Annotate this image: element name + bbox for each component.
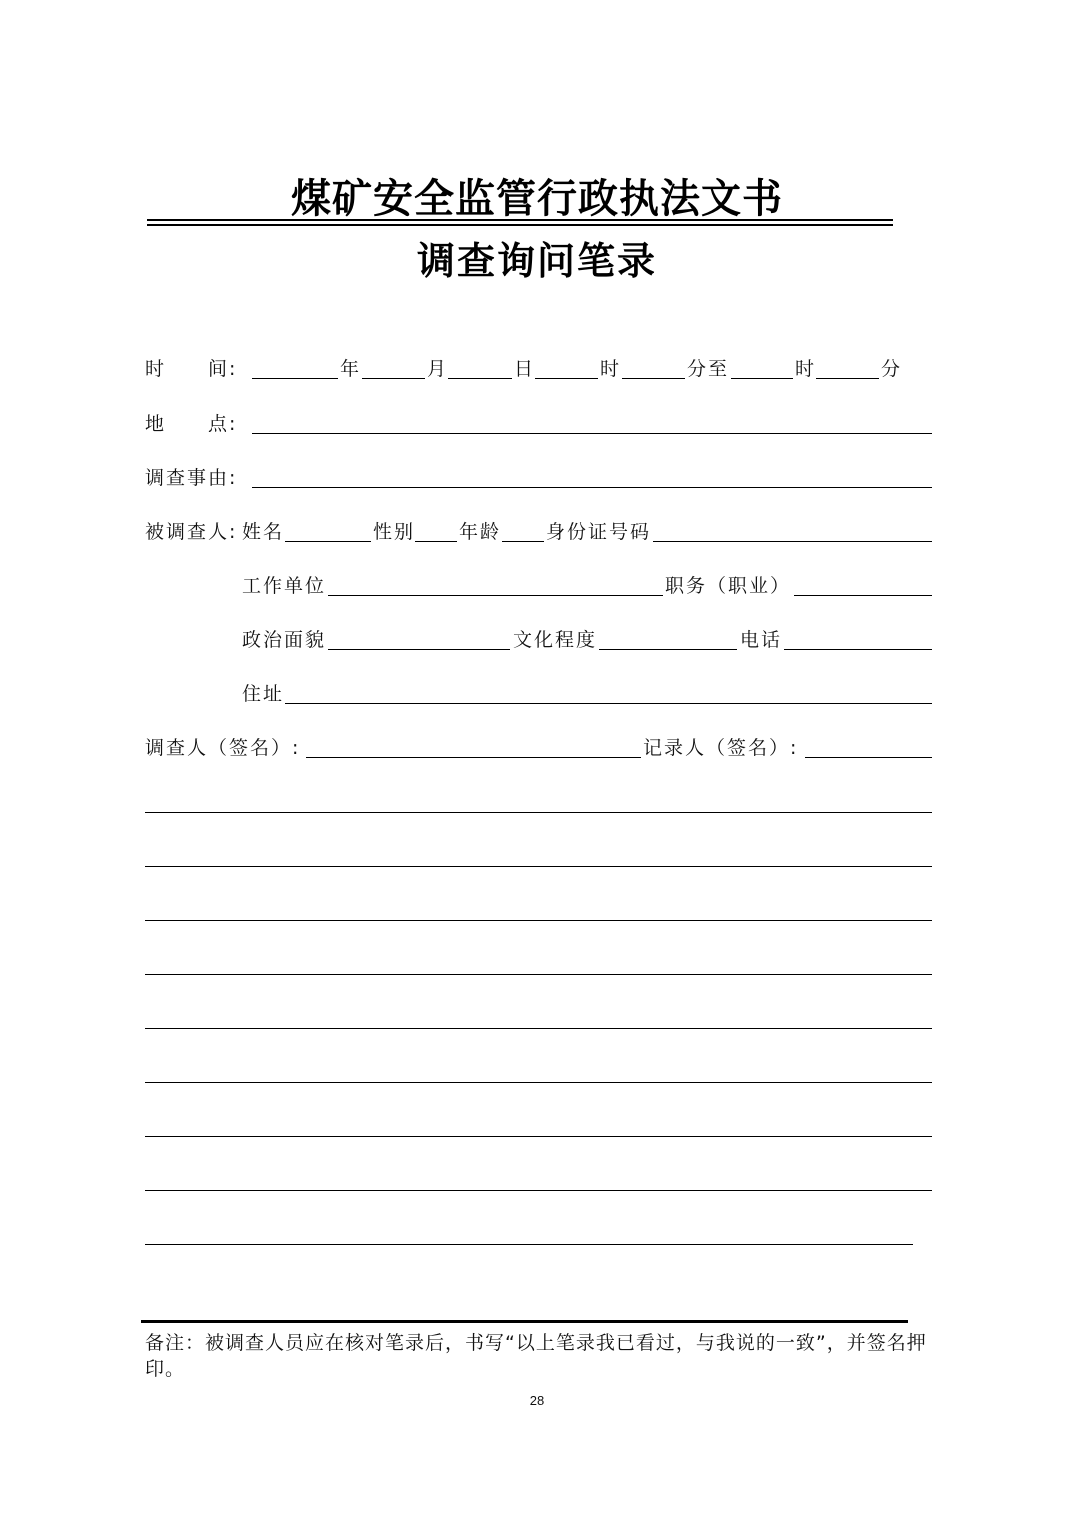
document-title: 煤矿安全监管行政执法文书: [291, 176, 783, 222]
footer-note: 备注：被调查人员应在核对笔录后，书写“以上笔录我已看过，与我说的一致”，并签名押印。: [145, 1332, 927, 1380]
workplace-field[interactable]: [328, 573, 663, 596]
record-line[interactable]: [145, 1136, 932, 1137]
address-field[interactable]: [285, 681, 932, 704]
document-subtitle: 调查询问笔录: [416, 239, 657, 283]
workplace-label: 工作单位: [242, 575, 327, 597]
minute-end-field[interactable]: [816, 356, 879, 379]
name-label: 姓名: [242, 521, 285, 543]
person-row: [0, 517, 1074, 547]
recorder-field[interactable]: [805, 735, 932, 758]
record-line[interactable]: [145, 812, 932, 813]
address-row: [0, 679, 1074, 709]
page-number: 28: [529, 1393, 545, 1408]
title-rule-bottom: [147, 224, 893, 226]
reason-row: [0, 463, 1074, 493]
gender-label: 性别: [373, 521, 416, 543]
political-field[interactable]: [328, 627, 510, 650]
address-label: 住址: [242, 683, 285, 705]
record-line[interactable]: [145, 1190, 932, 1191]
hour-from-field[interactable]: [535, 356, 598, 379]
reason-label: 调查事由:: [145, 467, 238, 489]
age-field[interactable]: [502, 519, 544, 542]
day-field[interactable]: [448, 356, 512, 379]
education-label: 文化程度: [513, 629, 598, 651]
political-label: 政治面貌: [242, 629, 327, 651]
place-label: 地 点:: [145, 413, 238, 435]
place-row: [0, 409, 1074, 439]
id-number-label: 身份证号码: [546, 521, 652, 543]
reason-field[interactable]: [252, 465, 932, 488]
hour-from-label: 时: [600, 358, 622, 380]
gender-field[interactable]: [415, 519, 457, 542]
workplace-row: [0, 571, 1074, 601]
position-field[interactable]: [794, 573, 932, 596]
record-line[interactable]: [145, 920, 932, 921]
day-label: 日: [514, 358, 536, 380]
phone-field[interactable]: [784, 627, 932, 650]
investigator-label: 调查人（签名）:: [145, 737, 301, 759]
minute-end-label: 分: [881, 358, 903, 380]
minute-from-field[interactable]: [622, 356, 685, 379]
record-line[interactable]: [145, 1244, 913, 1245]
recorder-label: 记录人（签名）:: [643, 737, 799, 759]
political-row: [0, 625, 1074, 655]
name-field[interactable]: [285, 519, 371, 542]
education-field[interactable]: [599, 627, 737, 650]
minute-to-label: 分至: [687, 358, 730, 380]
phone-label: 电话: [740, 629, 783, 651]
month-label: 月: [427, 358, 449, 380]
place-field[interactable]: [252, 411, 932, 434]
position-label: 职务（职业）: [665, 575, 792, 597]
age-label: 年龄: [459, 521, 502, 543]
hour-to-label: 时: [795, 358, 817, 380]
person-label: 被调查人:: [145, 521, 238, 543]
time-label: 时 间:: [145, 358, 238, 380]
record-line[interactable]: [145, 866, 932, 867]
record-line[interactable]: [145, 974, 932, 975]
record-line[interactable]: [145, 1028, 932, 1029]
investigator-field[interactable]: [306, 735, 641, 758]
footer-rule: [141, 1320, 908, 1323]
hour-to-field[interactable]: [731, 356, 793, 379]
record-line[interactable]: [145, 1082, 932, 1083]
title-rule-top: [147, 219, 893, 221]
year-field[interactable]: [252, 356, 338, 379]
time-row: [0, 354, 1074, 384]
investigator-row: [0, 733, 1074, 763]
year-label: 年: [340, 358, 362, 380]
id-number-field[interactable]: [653, 519, 932, 542]
month-field[interactable]: [362, 356, 425, 379]
